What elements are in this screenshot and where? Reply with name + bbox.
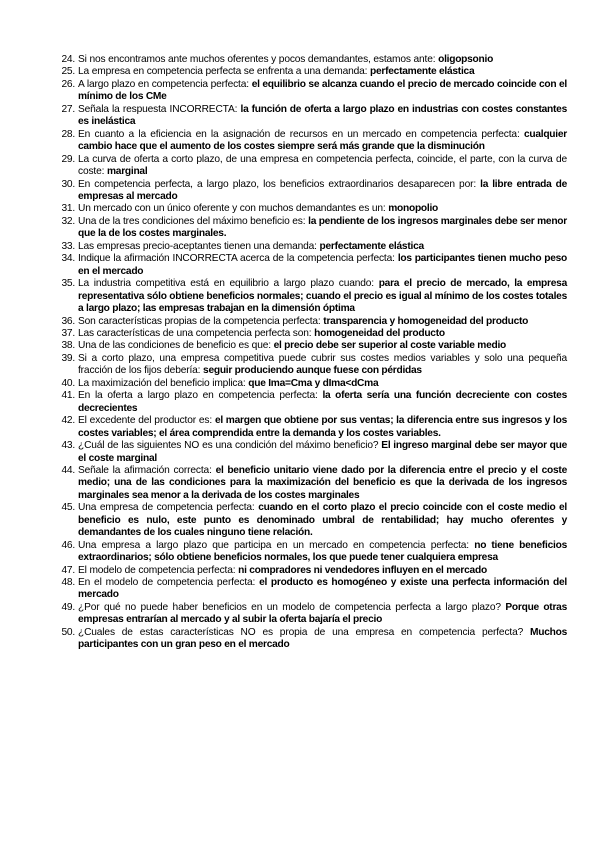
question-text: Si a corto plazo, una empresa competitiva puede cubrir sus costes medios variables y solo una pequeña fracción de los fijos debería: (78, 352, 567, 377)
item-text (78, 565, 567, 577)
item-number: 24. (61, 54, 75, 65)
item-text (78, 154, 567, 179)
item-number: 28. (61, 128, 75, 140)
question-text: El modelo de competencia perfecta: (78, 564, 239, 576)
answer-text: la pendiente de los ingresos marginales debe ser menor que la de los costes marginales. (78, 215, 567, 240)
item-text (78, 316, 567, 328)
item-number: 25. (61, 66, 75, 78)
item-number: 36. (61, 315, 75, 327)
answer-text: el equilibrio se alcanza cuando el precio de mercado coincide con el mínimo de los CMe (78, 78, 567, 103)
item-text (78, 278, 567, 315)
item-text (78, 577, 567, 602)
answer-text: ni compradores ni vendedores influyen en el mercado (238, 564, 487, 576)
item-text (78, 328, 567, 340)
item-number: 50. (61, 626, 75, 638)
item-number: 44. (61, 464, 75, 476)
item-number: 34. (61, 253, 75, 265)
item-number: 29. (61, 153, 75, 165)
item-text (78, 390, 567, 415)
list-item (57, 316, 567, 328)
list-item (57, 540, 567, 565)
question-text: Indique la afirmación INCORRECTA acerca de la competencia perfecta: (78, 253, 398, 265)
item-number: 41. (61, 390, 75, 402)
question-text: Una de las condiciones de beneficio es que: (78, 340, 274, 352)
item-text (78, 129, 567, 154)
answer-text: homogeneidad del producto (314, 327, 445, 339)
list-item (57, 465, 567, 502)
question-text: En competencia perfecta, a largo plazo, los beneficios extraordinarios desaparecen por: (78, 178, 481, 190)
item-number: 26. (61, 78, 75, 90)
list-item (57, 627, 567, 652)
answer-text: Porque otras empresas entrarían al mercado y al subir la oferta bajaría el precio (78, 601, 567, 626)
item-number: 42. (61, 415, 75, 427)
item-text (78, 440, 567, 465)
list-item (57, 179, 567, 204)
item-text (78, 253, 567, 278)
question-text: Si nos encontramos ante muchos oferentes y pocos demandantes, estamos ante: (78, 54, 439, 65)
question-text: En la oferta a largo plazo en competencia perfecta: (78, 390, 323, 402)
item-number: 49. (61, 601, 75, 613)
list-item (57, 154, 567, 179)
item-text (78, 216, 567, 241)
list-item (57, 328, 567, 340)
question-text: A largo plazo en competencia perfecta: (78, 78, 252, 90)
answer-text: el producto es homogéneo y existe una perfecta información del mercado (78, 577, 567, 601)
answer-text: el precio debe ser superior al coste variable medio (273, 340, 507, 352)
item-text (78, 54, 567, 66)
item-text (78, 415, 567, 440)
list-item (57, 253, 567, 278)
list-item (57, 502, 567, 539)
list-item (57, 79, 567, 104)
list-item (57, 104, 567, 129)
answer-text: oligopsonio (438, 54, 494, 65)
list-item (57, 378, 567, 390)
answer-text: la función de oferta a largo plazo en industrias con costes constantes es inelástica (78, 103, 567, 128)
answer-text: El ingreso marginal debe ser mayor que el coste marginal (78, 440, 567, 464)
item-number: 31. (61, 203, 75, 215)
answer-text: el beneficio unitario viene dado por la diferencia entre el precio y el coste medio; una de las condiciones para la maximización del beneficio es que la derivada de los ingresos marginales sea menor a la derivada de los costes marginales (78, 464, 567, 501)
item-number: 32. (61, 215, 75, 227)
list-item (57, 66, 567, 78)
answer-text: Muchos participantes con un gran peso en el mercado (78, 626, 567, 651)
question-text: Las características de una competencia perfecta son: (78, 327, 315, 339)
item-text (78, 602, 567, 627)
item-number: 39. (61, 352, 75, 364)
item-text (78, 627, 567, 652)
item-text (78, 540, 567, 565)
question-text: Señale la afirmación correcta: (78, 464, 216, 476)
list-item (57, 340, 567, 352)
list-item (57, 203, 567, 215)
question-text: Señala la respuesta INCORRECTA: (78, 103, 241, 115)
list-item (57, 129, 567, 154)
item-text (78, 241, 567, 253)
list-item (57, 241, 567, 253)
item-text (78, 66, 567, 78)
question-text: La empresa en competencia perfecta se enfrenta a una demanda: (78, 66, 370, 78)
question-text: La curva de oferta a corto plazo, de una empresa en competencia perfecta, coincide, el parte, con la curva de coste: (78, 153, 567, 178)
question-text: ¿Cuál de las siguientes NO es una condición del máximo beneficio? (78, 440, 382, 452)
answer-text: cualquier cambio hace que el aumento de los costes siempre será más grande que la disminución (78, 128, 567, 153)
answer-text: monopolio (388, 203, 439, 215)
question-text: Un mercado con un único oferente y con muchos demandantes es un: (78, 203, 389, 215)
question-text: Las empresas precio-aceptantes tienen una demanda: (78, 240, 320, 252)
question-list (57, 54, 567, 652)
item-number: 48. (61, 577, 75, 589)
question-text: La maximización del beneficio implica: (78, 377, 249, 389)
answer-text: la oferta sería una función decreciente con costes decrecientes (78, 390, 567, 414)
list-item (57, 415, 567, 440)
list-item (57, 353, 567, 378)
item-text (78, 179, 567, 204)
item-number: 46. (61, 539, 75, 551)
answer-text: marginal (106, 166, 148, 178)
list-item (57, 390, 567, 415)
list-item (57, 216, 567, 241)
answer-text: el margen que obtiene por sus ventas; la diferencia entre sus ingresos y los costes variables; el área comprendida entre la demanda y los costes variables. (78, 415, 568, 439)
list-item (57, 440, 567, 465)
question-text: Una empresa de competencia perfecta: (78, 502, 259, 514)
question-text: Una empresa a largo plazo que participa en un mercado en competencia perfecta: (78, 539, 475, 551)
list-item (57, 278, 567, 315)
item-text (78, 353, 567, 378)
answer-text: la libre entrada de empresas al mercado (78, 178, 567, 202)
answer-text: cuando en el corto plazo el precio coincide con el coste medio el beneficio es nulo, este punto es denominado umbral de rentabilidad; hay mucho oferentes y demandantes de los cuales ninguno tiene relación. (78, 502, 567, 539)
item-text (78, 104, 567, 129)
item-number: 35. (61, 278, 75, 290)
answer-text: los participantes tienen mucho peso en el mercado (78, 253, 567, 277)
list-item (57, 54, 567, 66)
question-text: En el modelo de competencia perfecta: (78, 577, 260, 589)
question-text: ¿Cuales de estas características NO es propia de una empresa en competencia perfecta? (78, 626, 530, 638)
question-text: Una de la tres condiciones del máximo beneficio es: (78, 215, 309, 227)
answer-text: transparencia y homogeneidad del producto (323, 315, 529, 327)
answer-text: no tiene beneficios extraordinarios; sólo obtiene beneficios normales, los que puede tener cualquiera empresa (78, 539, 567, 564)
item-text (78, 378, 567, 390)
item-number: 45. (61, 502, 75, 514)
item-number: 40. (61, 377, 75, 389)
question-text: El excedente del productor es: (78, 415, 215, 427)
item-number: 27. (61, 103, 75, 115)
item-text (78, 502, 567, 539)
answer-text: perfectamente elástica (370, 66, 475, 78)
list-item (57, 577, 567, 602)
question-text: ¿Por qué no puede haber beneficios en un modelo de competencia perfecta a largo plazo? (78, 601, 506, 613)
item-text (78, 79, 567, 104)
item-number: 47. (61, 564, 75, 576)
item-number: 33. (61, 240, 75, 252)
answer-text: perfectamente elástica (319, 240, 424, 252)
item-number: 38. (61, 340, 75, 352)
question-text: Son características propias de la competencia perfecta: (78, 315, 324, 327)
question-text: En cuanto a la eficiencia en la asignación de recursos en un mercado en competencia perfecta: (78, 128, 524, 140)
item-text (78, 465, 567, 502)
item-number: 30. (61, 178, 75, 190)
item-text (78, 340, 567, 352)
answer-text: seguir produciendo aunque fuese con pérdidas (203, 365, 422, 377)
list-item (57, 602, 567, 627)
answer-text: que Ima=Cma y dIma<dCma (248, 377, 379, 389)
item-number: 43. (61, 440, 75, 452)
question-text: La industria competitiva está en equilibrio a largo plazo cuando: (78, 278, 379, 290)
item-number: 37. (61, 327, 75, 339)
answer-text: para el precio de mercado, la empresa representativa sólo obtiene beneficios normales; cuando el precio es igual al mínimo de los costes totales a largo plazo; las empresas trabajan en la dimensión óptima (78, 278, 567, 315)
item-text (78, 203, 567, 215)
list-item (57, 565, 567, 577)
